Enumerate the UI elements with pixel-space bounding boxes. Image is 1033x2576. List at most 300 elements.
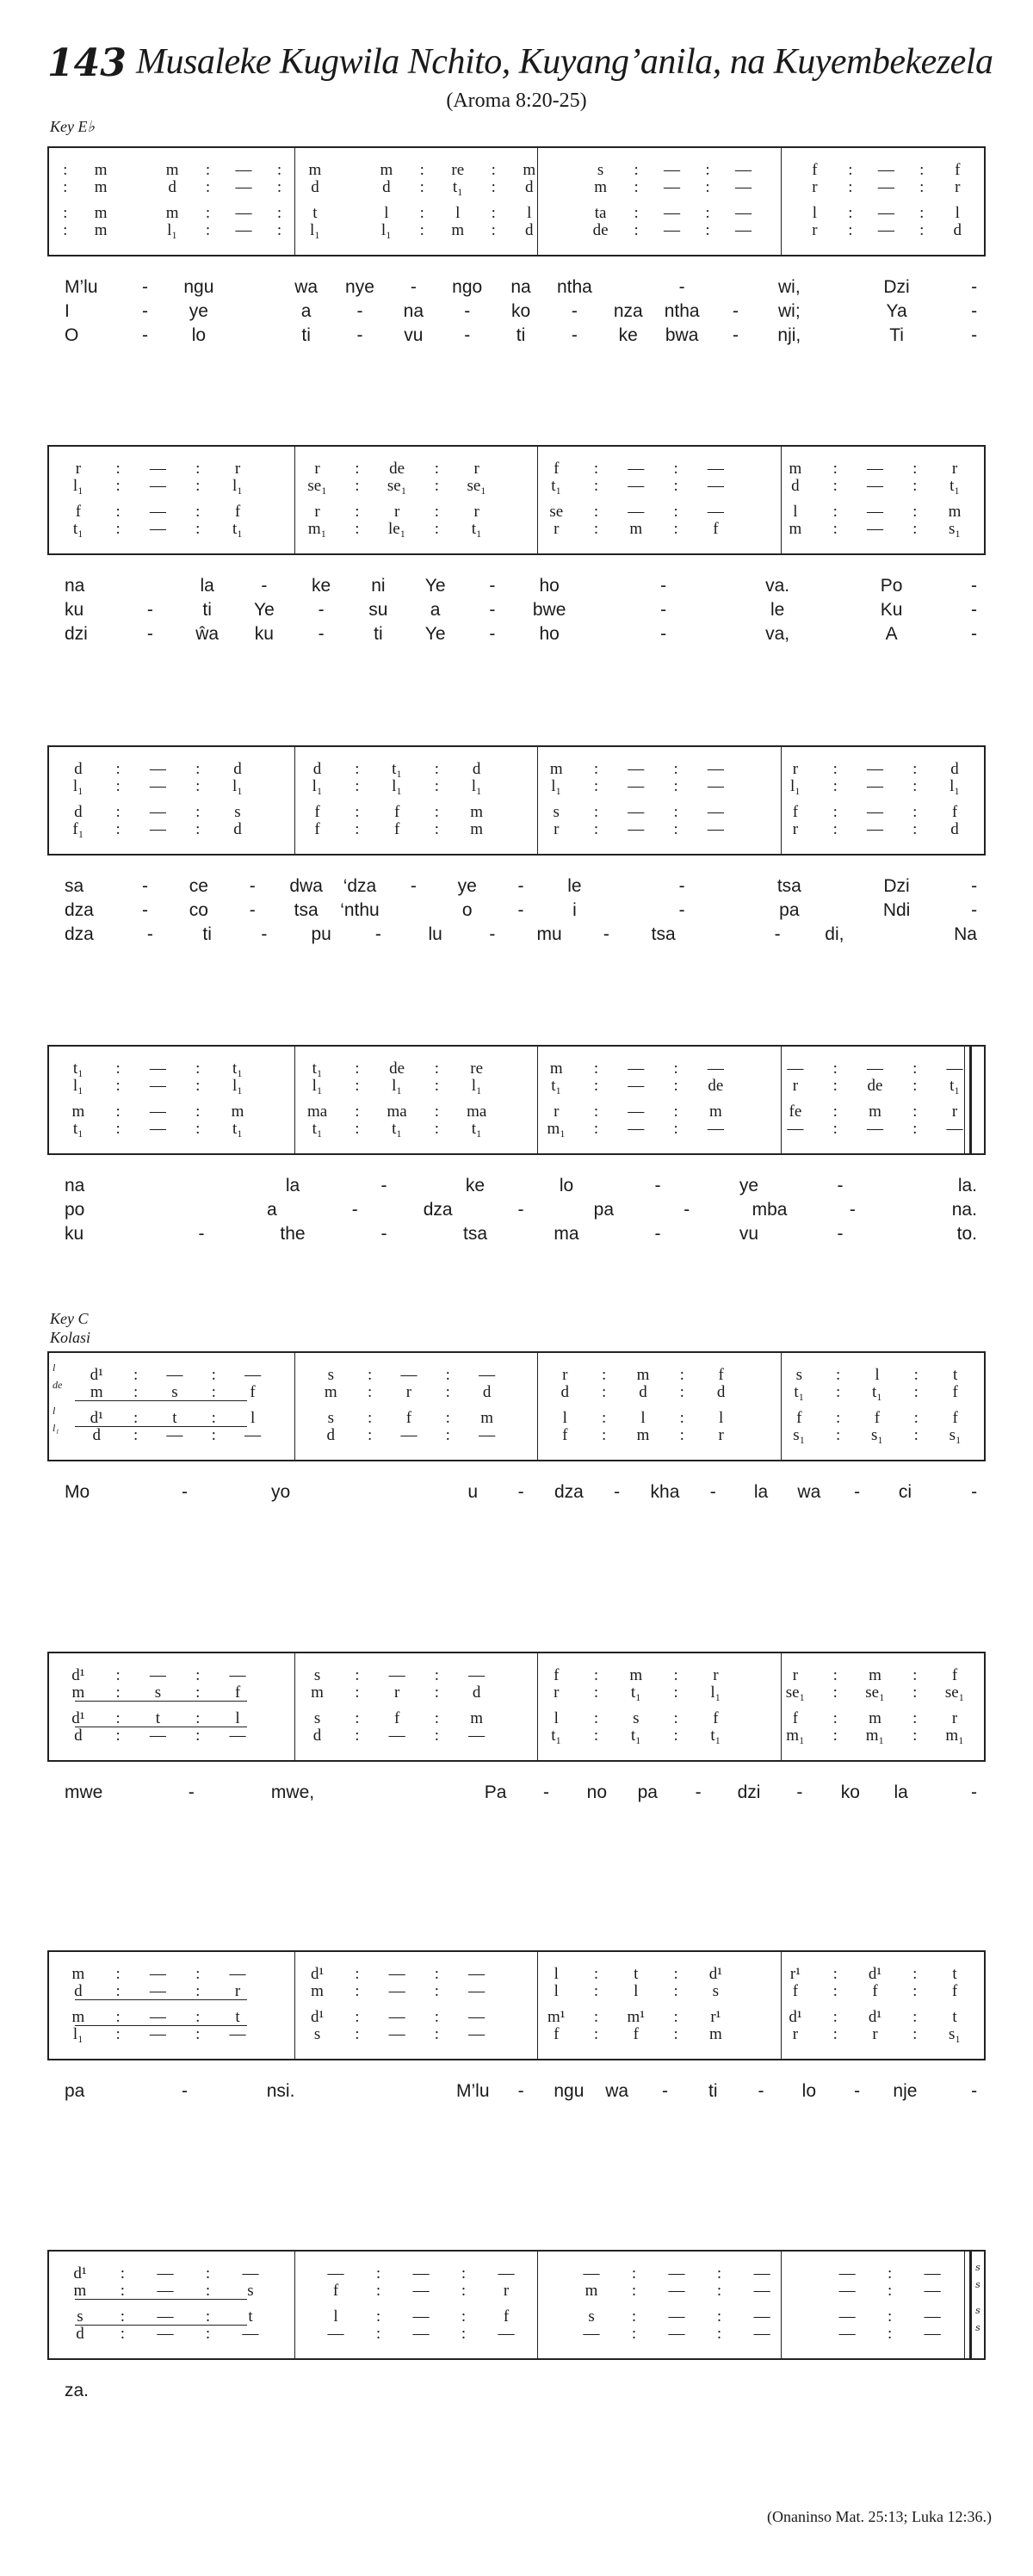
slur-line: [75, 1701, 247, 1702]
solfa-note: :: [195, 760, 201, 778]
solfa-note: t: [952, 1965, 957, 1983]
solfa-note: :: [832, 2008, 838, 2026]
lyric-syllable: -: [709, 1482, 716, 1502]
solfa-note: —: [468, 2008, 486, 2026]
solfa-note: ta: [594, 204, 607, 222]
solfa-note: [503, 778, 531, 795]
solfa-note: m: [90, 1383, 103, 1401]
solfa-note: :: [913, 1426, 919, 1444]
solfa-note: d: [326, 1426, 336, 1444]
solfa-note: :: [673, 1666, 678, 1684]
solfa-note: m: [311, 1683, 324, 1702]
solfa-note: :: [832, 820, 838, 838]
lyric-syllable: la: [285, 1176, 300, 1195]
lyric-syllable: -: [614, 1482, 621, 1502]
solfa-note: d¹: [708, 1965, 722, 1983]
solfa-note: m: [869, 1666, 881, 1684]
solfa-note: se₁: [865, 1683, 885, 1702]
solfa-note: :: [355, 803, 360, 821]
lyric-syllable: -: [318, 600, 325, 620]
solfa-note: r: [393, 503, 400, 521]
slur-line: [75, 2299, 247, 2300]
solfa-note: l₁: [471, 1077, 482, 1095]
solfa-note: —: [664, 204, 681, 222]
solfa-staff: [47, 1351, 986, 1461]
solfa-note: f: [393, 803, 400, 821]
solfa-note: :: [593, 1965, 599, 1983]
solfa-note: d: [74, 760, 83, 778]
lyric-syllable: -: [356, 325, 363, 345]
solfa-note: t: [953, 1366, 958, 1384]
solfa-note: —: [734, 161, 752, 179]
solfa-note: m: [708, 1103, 722, 1121]
slur-line: [75, 1400, 247, 1401]
solfa-note: :: [195, 1120, 201, 1138]
lyric-syllable: -: [661, 2081, 668, 2101]
hymn-number: 143: [47, 41, 127, 85]
solfa-note: —: [498, 2325, 515, 2343]
solfa-note: [263, 1060, 292, 1078]
solfa-note: :: [673, 1709, 678, 1727]
solfa-note: —: [628, 760, 645, 778]
lyric-syllable: [692, 598, 749, 622]
solfa-note: s: [313, 1709, 321, 1727]
lyric-syllable: [816, 899, 869, 923]
solfa-note: t₁: [392, 760, 403, 778]
lyric-syllable: -: [410, 277, 417, 297]
solfa-note: :: [634, 221, 639, 239]
solfa-note: —: [412, 2282, 430, 2300]
solfa-note: :: [195, 460, 201, 478]
solfa-note: m: [73, 2282, 87, 2300]
lyric-syllable: [113, 1480, 161, 1504]
solfa-note: —: [235, 161, 252, 179]
solfa-note: :: [375, 2282, 381, 2300]
solfa-note: s: [597, 161, 604, 179]
solfa-note: :: [115, 2008, 121, 2026]
lyric-syllable: ntha: [664, 301, 700, 321]
solfa-note: d¹: [73, 2264, 87, 2283]
lyrics-block: [65, 1781, 986, 1805]
solfa-note: :: [593, 1059, 599, 1078]
lyric-syllable: -: [695, 1782, 702, 1802]
lyric-syllable: -: [464, 325, 471, 345]
lyric-syllable: -: [351, 1200, 358, 1220]
lyric-syllable: I: [65, 301, 70, 321]
solfa-note: se₁: [387, 477, 407, 495]
solfa-note: —: [242, 2264, 259, 2283]
lyric-syllable: [806, 622, 863, 646]
solfa-note: [741, 804, 770, 821]
lyric-syllable: -: [684, 1200, 690, 1220]
solfa-note: —: [866, 820, 883, 838]
solfa-note: r: [562, 1366, 568, 1384]
solfa-note: —: [866, 777, 883, 795]
lyric-syllable: ti: [301, 325, 311, 345]
solfa-note: l₁: [551, 777, 562, 795]
solfa-note: t₁: [794, 1383, 805, 1401]
solfa-note: :: [887, 2307, 893, 2326]
solfa-note: d: [472, 1683, 481, 1702]
lyric-syllable: [816, 275, 869, 300]
lyric-syllable: po: [65, 1200, 85, 1220]
solfa-note: m: [948, 503, 962, 521]
solfa-note: :: [832, 1965, 838, 1983]
solfa-note: :: [434, 477, 440, 495]
solfa-note: [552, 205, 577, 222]
solfa-note: :: [832, 1059, 838, 1078]
solfa-note: [124, 162, 149, 179]
lyric-syllable: -: [971, 277, 978, 297]
lyric-syllable: na: [65, 1176, 85, 1195]
solfa-note: s: [795, 1366, 802, 1384]
solfa-note: :: [631, 2325, 637, 2343]
lyric-syllable: ntha: [556, 277, 592, 297]
lyric-syllable: [692, 574, 749, 598]
solfa-note: [512, 1367, 540, 1384]
solfa-note: —: [668, 2307, 685, 2326]
solfa-note: ma: [306, 1103, 328, 1121]
lyric-syllable: bwe: [532, 600, 566, 620]
solfa-note: :: [355, 2008, 360, 2026]
lyric-syllable: ke: [618, 325, 638, 345]
solfa-note: [746, 1384, 774, 1401]
solfa-note: re: [451, 161, 465, 179]
solfa-note: —: [229, 1666, 246, 1684]
lyric-syllable: va.: [765, 576, 790, 596]
solfa-note: :: [205, 221, 211, 239]
solfa-note: —: [235, 204, 252, 222]
solfa-note: :: [434, 777, 440, 795]
solfa-note: s₁: [870, 1426, 883, 1444]
lyric-syllable: -: [678, 876, 685, 896]
lyric-line: [65, 1174, 986, 1198]
solfa-note: —: [668, 2325, 685, 2343]
solfa-note: :: [593, 777, 599, 795]
solfa-note: m: [470, 820, 484, 838]
solfa-note: :: [195, 1666, 201, 1684]
solfa-note: :: [593, 460, 599, 478]
lyric-line: [65, 324, 986, 348]
solfa-note: :: [115, 2025, 121, 2043]
lyric-syllable: a: [430, 600, 441, 620]
solfa-note: :: [832, 1666, 838, 1684]
solfa-note: :: [276, 178, 282, 196]
solfa-note: [503, 1983, 531, 2000]
solfa-note: t₁: [72, 1120, 84, 1138]
solfa-note: —: [583, 2264, 600, 2283]
solfa-note: :: [912, 1982, 918, 2000]
solfa-note: :: [673, 1683, 678, 1702]
solfa-note: :: [593, 2025, 599, 2043]
part-marker: l₁: [53, 1422, 59, 1434]
lyric-syllable: -: [660, 576, 667, 596]
solfa-note: d: [791, 477, 800, 495]
solfa-note: —: [157, 2282, 174, 2300]
solfa-note: [503, 1966, 531, 1983]
solfa-note: f: [812, 161, 818, 179]
solfa-note: :: [115, 1059, 121, 1078]
solfa-note: —: [664, 178, 681, 196]
lyric-syllable: wa: [294, 277, 319, 297]
solfa-note: m: [94, 161, 108, 179]
solfa-note: f: [562, 1426, 568, 1444]
lyric-syllable: mu: [536, 924, 562, 944]
solfa-note: —: [468, 2025, 486, 2043]
solfa-note: f: [250, 1383, 256, 1401]
solfa-note: :: [355, 1103, 360, 1121]
solfa-note: t: [634, 1965, 639, 1983]
solfa-note: d: [92, 1426, 101, 1444]
solfa-note: d¹: [90, 1409, 103, 1427]
verse-mark: s: [975, 2262, 980, 2273]
solfa-note: t: [172, 1409, 177, 1427]
solfa-note: [503, 2026, 531, 2043]
lyric-syllable: -: [261, 576, 268, 596]
solfa-note: —: [734, 204, 752, 222]
solfa-note: m: [94, 221, 108, 239]
solfa-note: r: [473, 460, 479, 478]
solfa-note: :: [276, 221, 282, 239]
solfa-note: :: [461, 2282, 467, 2300]
solfa-note: r: [792, 820, 799, 838]
lyric-syllable: la: [200, 576, 214, 596]
solfa-note: :: [491, 178, 496, 196]
lyric-syllable: -: [854, 1482, 861, 1502]
solfa-note: :: [115, 520, 121, 538]
solfa-note: [263, 2026, 292, 2043]
solfa-note: s: [77, 2307, 84, 2326]
lyric-syllable: ku: [65, 600, 84, 620]
solfa-note: d: [168, 178, 176, 196]
solfa-note: [503, 821, 531, 838]
lyric-syllable: [816, 324, 869, 348]
solfa-note: :: [832, 760, 838, 778]
solfa-note: [338, 162, 363, 179]
solfa-note: :: [835, 1366, 841, 1384]
voice-part-row: [49, 2026, 984, 2043]
lyric-syllable: Ndi: [882, 900, 911, 920]
lyric-syllable: -: [971, 301, 978, 321]
solfa-staff: [47, 2250, 986, 2360]
lyric-syllable: -: [732, 301, 739, 321]
lyric-line: [65, 1781, 986, 1805]
lyric-syllable: -: [142, 900, 149, 920]
solfa-note: —: [468, 1666, 486, 1684]
solfa-note: s: [588, 2307, 595, 2326]
solfa-note: [503, 1103, 531, 1121]
solfa-note: :: [912, 1709, 918, 1727]
solfa-note: :: [115, 460, 121, 478]
solfa-note: :: [601, 1426, 607, 1444]
voice-part-row: [49, 521, 984, 538]
solfa-note: :: [115, 820, 121, 838]
lyric-line: [65, 874, 986, 899]
solfa-note: :: [832, 777, 838, 795]
solfa-note: s: [247, 2282, 254, 2300]
solfa-note: —: [628, 477, 645, 495]
solfa-note: :: [195, 477, 201, 495]
lyric-syllable: -: [517, 2081, 524, 2101]
lyric-syllable: di,: [825, 924, 844, 944]
lyric-syllable: lo: [191, 325, 207, 345]
solfa-note: [534, 2326, 564, 2343]
solfa-note: :: [205, 178, 211, 196]
solfa-note: m: [636, 1366, 650, 1384]
solfa-note: r: [812, 221, 818, 239]
solfa-note: [741, 1727, 770, 1745]
lyric-syllable: [226, 300, 279, 324]
solfa-note: :: [434, 503, 440, 521]
solfa-note: :: [593, 820, 599, 838]
solfa-note: m¹: [627, 2008, 646, 2026]
solfa-note: :: [832, 1683, 838, 1702]
solfa-note: [741, 2026, 770, 2043]
solfa-note: t: [952, 2008, 957, 2026]
solfa-note: l₁: [380, 221, 392, 239]
solfa-note: :: [120, 2325, 126, 2343]
solfa-note: :: [832, 1120, 838, 1138]
solfa-note: d: [233, 760, 242, 778]
solfa-note: m: [71, 1103, 85, 1121]
solfa-note: —: [707, 803, 724, 821]
lyrics-block: [65, 1174, 986, 1246]
solfa-note: :: [461, 2307, 467, 2326]
solfa-note: :: [912, 503, 918, 521]
solfa-note: :: [919, 221, 925, 239]
solfa-note: se: [549, 503, 564, 521]
solfa-note: [741, 1983, 770, 2000]
solfa-note: m₁: [547, 1120, 566, 1138]
solfa-note: d¹: [310, 1965, 325, 1983]
solfa-note: [503, 460, 531, 478]
solfa-note: :: [634, 161, 639, 179]
solfa-note: l: [793, 503, 798, 521]
solfa-note: —: [412, 2325, 430, 2343]
solfa-note: :: [913, 1383, 919, 1401]
solfa-note: r: [812, 178, 818, 196]
lyric-syllable: -: [249, 900, 256, 920]
lyric-syllable: [156, 1174, 247, 1198]
score-system: [47, 1045, 986, 1244]
solfa-note: :: [355, 1709, 360, 1727]
lyric-syllable: Ya: [886, 301, 907, 321]
lyric-syllable: [226, 324, 279, 348]
solfa-note: [124, 205, 149, 222]
voice-part-row: [49, 804, 984, 821]
lyric-syllable: [602, 275, 655, 300]
solfa-note: d: [950, 760, 959, 778]
solfa-note: :: [634, 204, 639, 222]
solfa-note: :: [115, 760, 121, 778]
lyric-syllable: ti: [708, 2081, 718, 2101]
lyric-syllable: [578, 622, 634, 646]
solfa-note: [263, 821, 292, 838]
verse-mark: s: [975, 2279, 980, 2290]
lyric-syllable: ‘nthu: [340, 900, 380, 920]
solfa-note: :: [601, 1409, 607, 1427]
solfa-note: s₁: [949, 520, 962, 538]
solfa-note: [741, 1103, 770, 1121]
solfa-note: [278, 1384, 306, 1401]
lyric-syllable: lo: [559, 1176, 574, 1195]
lyric-syllable: a: [267, 1200, 277, 1220]
solfa-note: :: [631, 2307, 637, 2326]
lyric-syllable: -: [517, 900, 524, 920]
lyric-syllable: -: [142, 277, 149, 297]
lyric-syllable: Mo: [65, 1482, 90, 1502]
solfa-note: r: [792, 1666, 799, 1684]
solfa-note: :: [195, 1683, 201, 1702]
solfa-note: :: [593, 1120, 599, 1138]
lyric-line: [65, 300, 986, 324]
solfa-note: —: [707, 503, 724, 521]
lyric-line: [65, 275, 986, 300]
lyric-syllable: ni: [371, 576, 386, 596]
solfa-note: [278, 1367, 306, 1384]
lyric-syllable: na: [403, 301, 424, 321]
solfa-note: [503, 1667, 531, 1684]
solfa-note: :: [832, 1077, 838, 1095]
solfa-note: —: [166, 1426, 183, 1444]
solfa-note: —: [149, 760, 166, 778]
lyric-syllable: le: [567, 876, 582, 896]
voice-part-row: [49, 821, 984, 838]
solfa-note: —: [628, 1077, 645, 1095]
solfa-note: —: [946, 1059, 963, 1078]
solfa-note: [263, 804, 292, 821]
solfa-note: :: [63, 204, 68, 222]
solfa-note: [263, 1966, 292, 1983]
solfa-note: —: [753, 2282, 770, 2300]
solfa-note: :: [115, 1982, 121, 2000]
lyric-syllable: i: [572, 900, 577, 920]
solfa-note: :: [673, 520, 678, 538]
solfa-note: :: [634, 178, 639, 196]
solfa-note: f: [718, 1366, 724, 1384]
lyric-syllable: [208, 1480, 257, 1504]
solfa-note: s₁: [949, 1426, 962, 1444]
solfa-note: :: [912, 1965, 918, 1983]
solfa-note: l: [955, 204, 960, 222]
lyric-syllable: ke: [465, 1176, 486, 1195]
solfa-note: —: [707, 477, 724, 495]
solfa-note: [278, 2308, 308, 2326]
lyrics-block: [65, 874, 986, 947]
solfa-note: :: [601, 1383, 607, 1401]
lyric-syllable: dza: [423, 1200, 453, 1220]
lyric-syllable: [602, 899, 655, 923]
solfa-note: :: [276, 161, 282, 179]
lyric-syllable: kha: [650, 1482, 680, 1502]
solfa-note: :: [355, 503, 360, 521]
solfa-note: [741, 503, 770, 521]
solfa-note: f: [393, 820, 400, 838]
solfa-note: :: [120, 2282, 126, 2300]
voice-part-row: [49, 1966, 984, 1983]
solfa-note: f: [952, 1409, 958, 1427]
solfa-note: :: [673, 460, 678, 478]
solfa-note: —: [388, 2025, 405, 2043]
solfa-note: m: [165, 161, 179, 179]
lyric-syllable: -: [198, 1224, 205, 1244]
solfa-note: [503, 1710, 531, 1727]
solfa-note: f: [234, 1683, 241, 1702]
lyric-syllable: [305, 2079, 353, 2103]
solfa-note: [534, 2265, 564, 2283]
voice-part-row: [49, 778, 984, 795]
lyric-line: [65, 1222, 986, 1246]
